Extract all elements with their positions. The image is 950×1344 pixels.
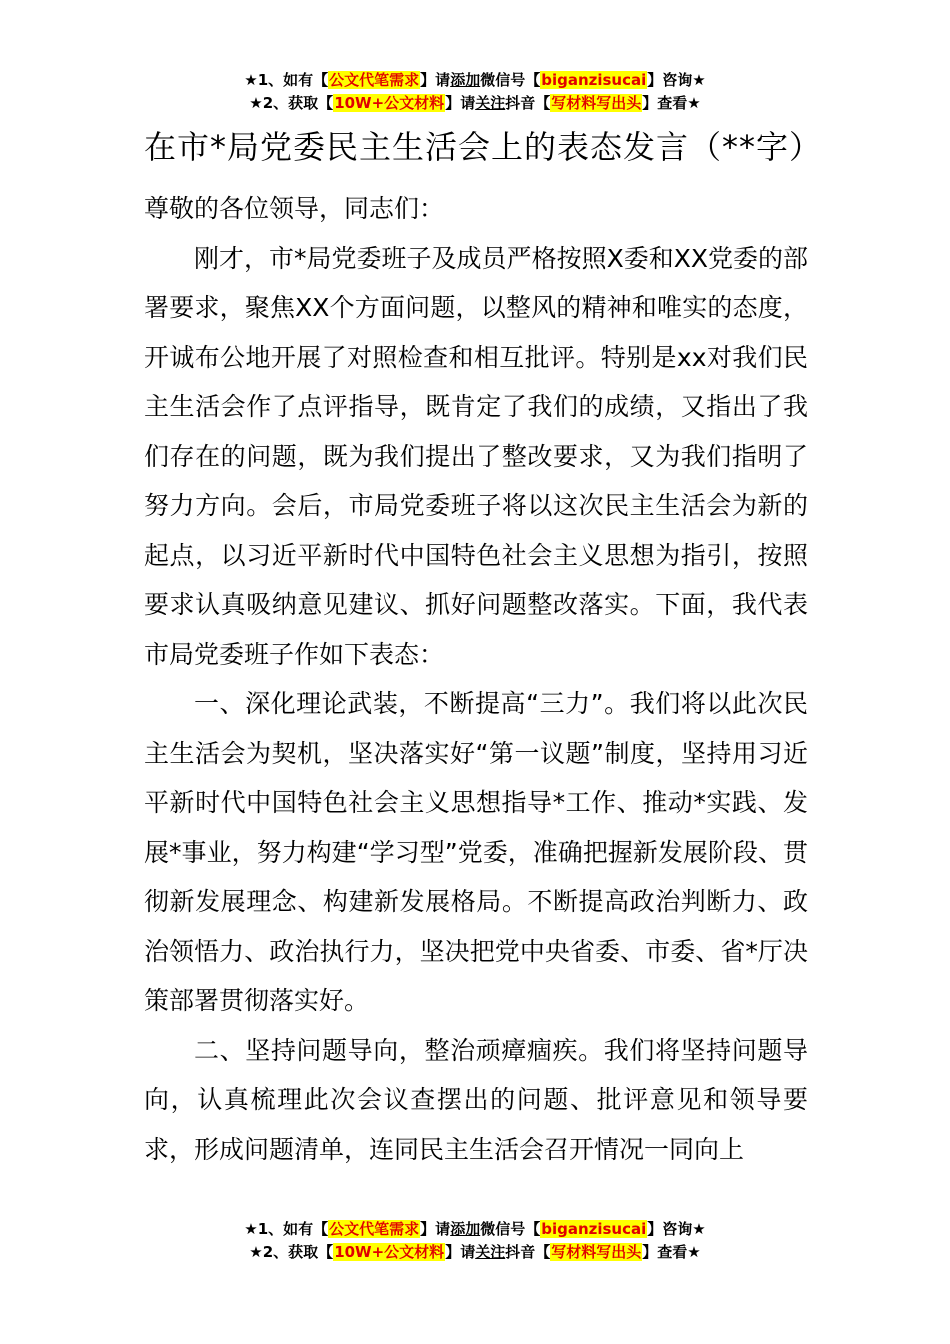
highlight-materials: 10W+公文材料 xyxy=(334,94,445,112)
highlight-wechat-id: biganzisucai xyxy=(541,71,647,89)
notice-line-2: ★2、获取【10W+公文材料】请关注抖音【写材料写出头】查看★ xyxy=(249,94,701,112)
paragraph-intro: 刚才，市*局党委班子及成员严格按照X委和XX党委的部署要求，聚焦XX个方面问题，以整风的精神和唯实的态度，开诚布公地开展了对照检查和相互批评。特别是xx对我们民主生活会作了点评指导，既肯定了我们的成绩，又指出了我们存在的问题，既为我们提出了整改要求，又为我们指明了努力方向。会后，市局党委班子将以这次民主生活会为新的起点，以习近平新时代中国特色社会主义思想为指引，按照要求认真吸纳意见建议、抓好问题整改落实。下面，我代表市局党委班子作如下表态： xyxy=(144,243,808,669)
salutation: 尊敬的各位领导，同志们： xyxy=(144,194,445,223)
document-title: 在市*局党委民主生活会上的表态发言（**字） xyxy=(144,128,823,166)
paragraph-point-2: 二、坚持问题导向，整治顽瘴痼疾。我们将坚持问题导向，认真梳理此次会议查摆出的问题、批评意见和领导要求，形成问题清单，连同民主生活会召开情况一同向上 xyxy=(144,1035,808,1164)
notice-line-2: ★2、获取【10W+公文材料】请关注抖音【写材料写出头】查看★ xyxy=(249,1243,701,1261)
notice-line-1: ★1、如有【公文代笔需求】请添加微信号【biganzisucai】咨询★ xyxy=(244,1220,706,1238)
notice-line-1: ★1、如有【公文代笔需求】请添加微信号【biganzisucai】咨询★ xyxy=(244,71,706,89)
highlight-materials: 10W+公文材料 xyxy=(334,1243,445,1261)
footer-notice xyxy=(0,1218,950,1264)
document-body xyxy=(144,122,823,1174)
header-notice xyxy=(0,69,950,115)
highlight-douyin: 写材料写出头 xyxy=(551,1243,642,1261)
highlight-service: 公文代笔需求 xyxy=(329,71,420,89)
highlight-wechat-id: biganzisucai xyxy=(541,1220,647,1238)
paragraph-point-1: 一、深化理论武装，不断提高“三力”。我们将以此次民主生活会为契机，坚决落实好“第一议题”制度，坚持用习近平新时代中国特色社会主义思想指导*工作、推动*实践、发展*事业，努力构建“学习型”党委，准确把握新发展阶段、贯彻新发展理念、构建新发展格局。不断提高政治判断力、政治领悟力、政治执行力，坚决把党中央省委、市委、省*厅决策部署贯彻落实好。 xyxy=(144,689,808,1015)
highlight-douyin: 写材料写出头 xyxy=(551,94,642,112)
highlight-service: 公文代笔需求 xyxy=(329,1220,420,1238)
